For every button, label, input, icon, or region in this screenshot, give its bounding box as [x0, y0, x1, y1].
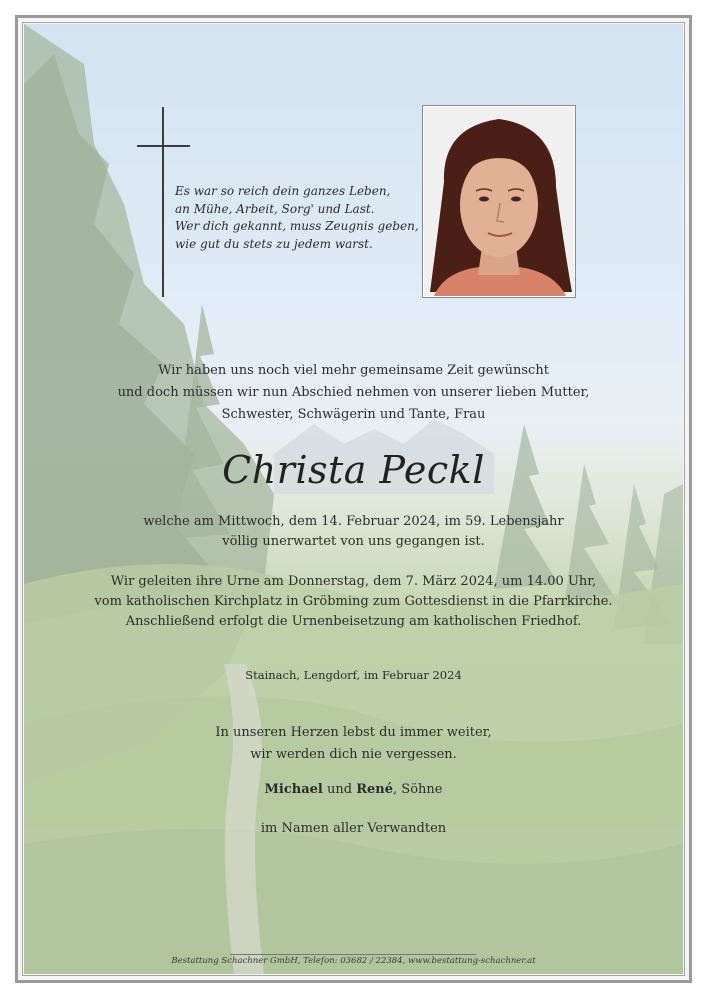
poem-line: Wer dich gekannt, muss Zeugnis geben, [175, 219, 419, 233]
intro-text [30, 360, 677, 426]
mourners-signature [30, 780, 677, 800]
funeral-line: Wir geleiten ihre Urne am Donnerstag, dem 7. März 2024, um 14.00 Uhr, [110, 574, 597, 589]
mourner-relation: , Söhne [393, 782, 443, 797]
mourner-connector: und [322, 782, 357, 797]
death-notice-line: völlig unerwartet von uns gegangen ist. [222, 534, 485, 549]
closing-verse [30, 722, 677, 766]
intro-line: Schwester, Schwägerin und Tante, Frau [221, 407, 486, 422]
intro-line: und doch müssen wir nun Abschied nehmen von unserer lieben Mutter, [117, 385, 590, 400]
cross-icon-bar [137, 145, 190, 147]
relatives-line: im Namen aller Verwandten [260, 821, 447, 836]
poem-line: Es war so reich dein ganzes Leben, [175, 184, 391, 198]
cross-icon [162, 107, 164, 297]
funeral-details [30, 572, 677, 632]
mourner-name: Michael [264, 782, 323, 797]
deceased-name: Christa Peckl [222, 448, 485, 492]
verse-line: wir werden dich nie vergessen. [250, 747, 457, 762]
undertaker-footer: Bestattung Schachner GmbH, Telefon: 03682 / 22384, www.bestattung-schachner.at [171, 956, 536, 966]
death-notice-line: welche am Mittwoch, dem 14. Februar 2024, im 59. Lebensjahr [143, 514, 564, 529]
place-date: Stainach, Lengdorf, im Februar 2024 [245, 668, 462, 682]
death-notice [30, 512, 677, 552]
verse-line: In unseren Herzen lebst du immer weiter, [215, 725, 492, 740]
poem-line: an Mühe, Arbeit, Sorg' und Last. [175, 201, 375, 216]
mourner-name: René [356, 782, 394, 797]
portrait-photo [423, 106, 575, 297]
funeral-line: vom katholischen Kirchplatz in Gröbming zum Gottesdienst in die Pfarrkirche. [94, 594, 613, 609]
intro-line: Wir haben uns noch viel mehr gemeinsame Zeit gewünscht [158, 363, 549, 378]
memorial-poem [175, 183, 419, 253]
funeral-line: Anschließend erfolgt die Urnenbeisetzung am katholischen Friedhof. [125, 614, 582, 629]
poem-line: wie gut du stets zu jedem warst. [175, 236, 373, 251]
